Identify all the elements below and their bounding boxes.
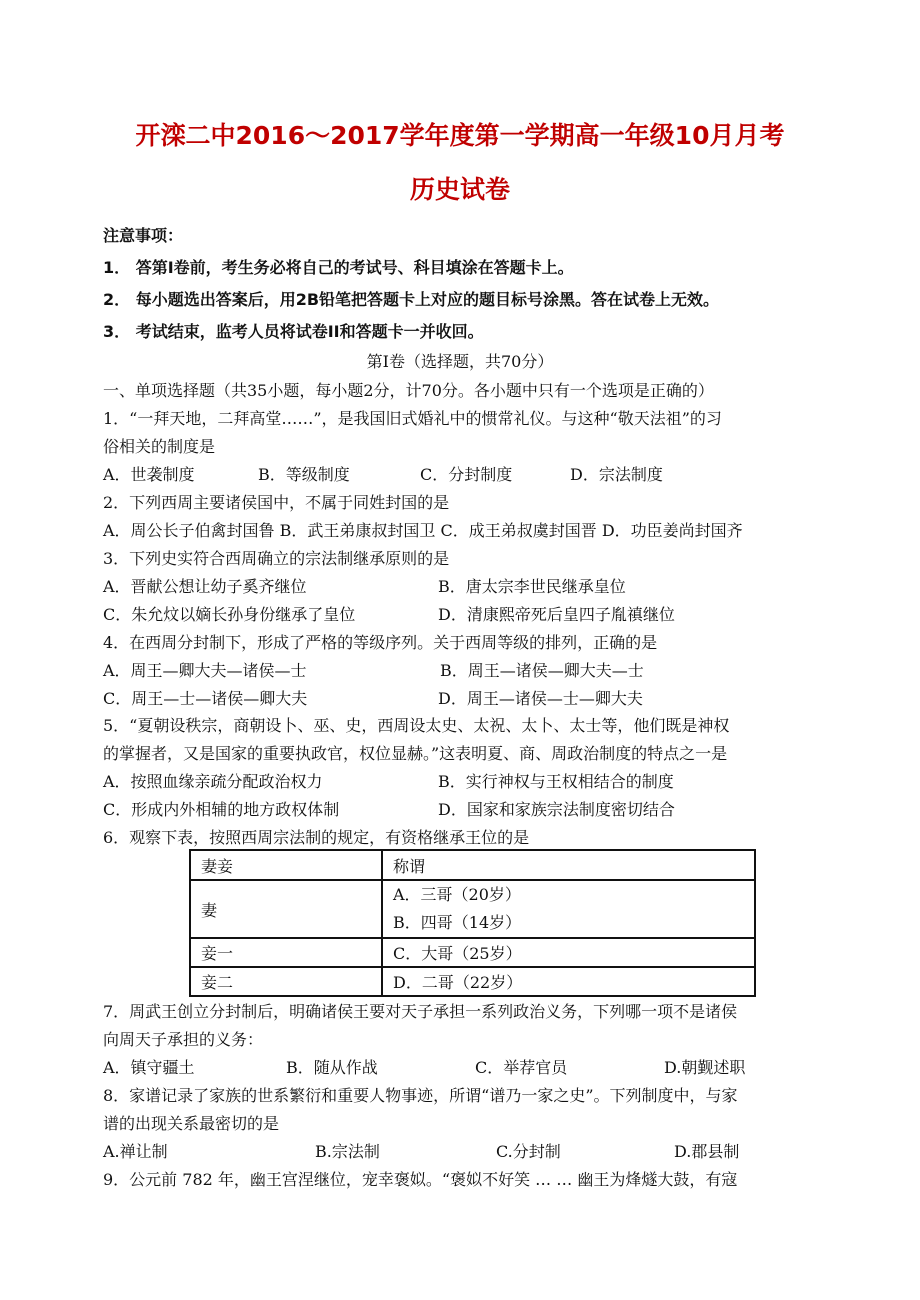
q3-option-c: C．朱允炆以嫡长孙身份继承了皇位 [103, 605, 356, 624]
q5-option-a: A．按照血缘亲疏分配政治权力 [103, 772, 323, 791]
q7-option-a: A．镇守疆土 [103, 1058, 195, 1077]
q1-stem-line1: 1．“一拜天地，二拜高堂……”，是我国旧式婚礼中的惯常礼仪。与这种“敬天法祖”的习 [103, 409, 722, 428]
q6-table [189, 849, 756, 997]
notice-heading: 注意事项： [103, 226, 184, 245]
q9-stem-line1: 9．公元前 782 年，幽王宫涅继位，宠幸褒姒。“褒姒不好笑 … … 幽王为烽燧大鼓，有寇 [103, 1170, 738, 1189]
table-header-row [190, 850, 755, 880]
q5-option-c: C．形成内外相辅的地方政权体制 [103, 800, 340, 819]
notice-item-3: 3． 考试结束，监考人员将试卷II和答题卡一并收回。 [103, 322, 484, 341]
q3-option-d: D．清康熙帝死后皇四子胤禛继位 [438, 605, 675, 624]
q5-option-d: D．国家和家族宗法制度密切结合 [438, 800, 675, 819]
q6-option-d: D．二哥（22岁） [382, 967, 755, 996]
q7-stem-line2: 向周天子承担的义务： [103, 1030, 264, 1049]
q2-stem: 2．下列西周主要诸侯国中，不属于同姓封国的是 [103, 493, 450, 512]
q4-option-c: C．周王—士—诸侯—卿大夫 [103, 689, 308, 708]
q5-stem-line1: 5．“夏朝设秩宗，商朝设卜、巫、史，西周设太史、太祝、太卜、太士等，他们既是神权 [103, 716, 730, 735]
q4-option-a: A．周王—卿大夫—诸侯—士 [103, 661, 307, 680]
q7-option-c: C．举荐官员 [475, 1058, 568, 1077]
q8-stem-line2: 谱的出现关系最密切的是 [103, 1114, 280, 1133]
q6-option-a: A．三哥（20岁） [393, 885, 521, 904]
q8-option-b: B.宗法制 [315, 1142, 380, 1161]
table-row [190, 880, 755, 938]
q1-option-a: A．世袭制度 [103, 465, 195, 484]
q3-option-a: A．晋献公想让幼子奚齐继位 [103, 577, 307, 596]
q3-stem: 3．下列史实符合西周确立的宗法制继承原则的是 [103, 549, 450, 568]
exam-subject: 历史试卷 [409, 175, 510, 204]
q1-option-c: C．分封制度 [420, 465, 513, 484]
table-row-label: 妾一 [190, 938, 382, 967]
table-row-label: 妻 [190, 880, 382, 938]
q6-option-b: B．四哥（14岁） [393, 913, 522, 932]
table-cell [382, 880, 755, 938]
table-header-cell: 妻妾 [190, 850, 382, 880]
q2-options: A．周公长子伯禽封国鲁 B．武王弟康叔封国卫 C．成王弟叔虞封国晋 D．功臣姜尚封国齐 [103, 521, 743, 540]
table-row [190, 967, 755, 996]
q1-stem-line2: 俗相关的制度是 [103, 437, 216, 456]
q6-option-c: C．大哥（25岁） [382, 938, 755, 967]
q8-option-d: D.郡县制 [674, 1142, 740, 1161]
notice-item-1: 1． 答第Ⅰ卷前，考生务必将自己的考试号、科目填涂在答题卡上。 [103, 258, 574, 277]
table-header-cell: 称谓 [382, 850, 755, 880]
q6-stem: 6．观察下表，按照西周宗法制的规定，有资格继承王位的是 [103, 828, 530, 847]
q1-option-d: D．宗法制度 [570, 465, 663, 484]
q4-option-d: D．周王—诸侯—士—卿大夫 [438, 689, 643, 708]
q5-option-b: B．实行神权与王权相结合的制度 [438, 772, 674, 791]
q8-option-c: C.分封制 [496, 1142, 561, 1161]
exam-title: 开滦二中2016～2017学年度第一学期高一年级10月月考 [135, 121, 785, 150]
q7-option-b: B．随从作战 [286, 1058, 378, 1077]
q8-stem-line1: 8．家谱记录了家族的世系繁衍和重要人物事迹，所谓“谱乃一家之史”。下列制度中，与家 [103, 1086, 738, 1105]
section-title: 第Ⅰ卷（选择题，共70分） [366, 352, 554, 371]
q7-option-d: D.朝觐述职 [664, 1058, 746, 1077]
q4-option-b: B．周王—诸侯—卿大夫—士 [440, 661, 644, 680]
q3-option-b: B．唐太宗李世民继承皇位 [438, 577, 626, 596]
q7-stem-line1: 7．周武王创立分封制后，明确诸侯王要对天子承担一系列政治义务，下列哪一项不是诸侯 [103, 1002, 738, 1021]
notice-item-2: 2． 每小题选出答案后，用2B铅笔把答题卡上对应的题目标号涂黑。答在试卷上无效。 [103, 290, 720, 309]
q4-stem: 4．在西周分封制下，形成了严格的等级序列。关于西周等级的排列，正确的是 [103, 633, 658, 652]
section-instructions: 一、单项选择题（共35小题，每小题2分，计70分。各小题中只有一个选项是正确的） [103, 381, 714, 400]
q5-stem-line2: 的掌握者，又是国家的重要执政官，权位显赫。”这表明夏、商、周政治制度的特点之一是 [103, 744, 728, 763]
table-row-label: 妾二 [190, 967, 382, 996]
q8-option-a: A.禅让制 [103, 1142, 168, 1161]
table-row [190, 938, 755, 967]
q1-option-b: B．等级制度 [258, 465, 350, 484]
